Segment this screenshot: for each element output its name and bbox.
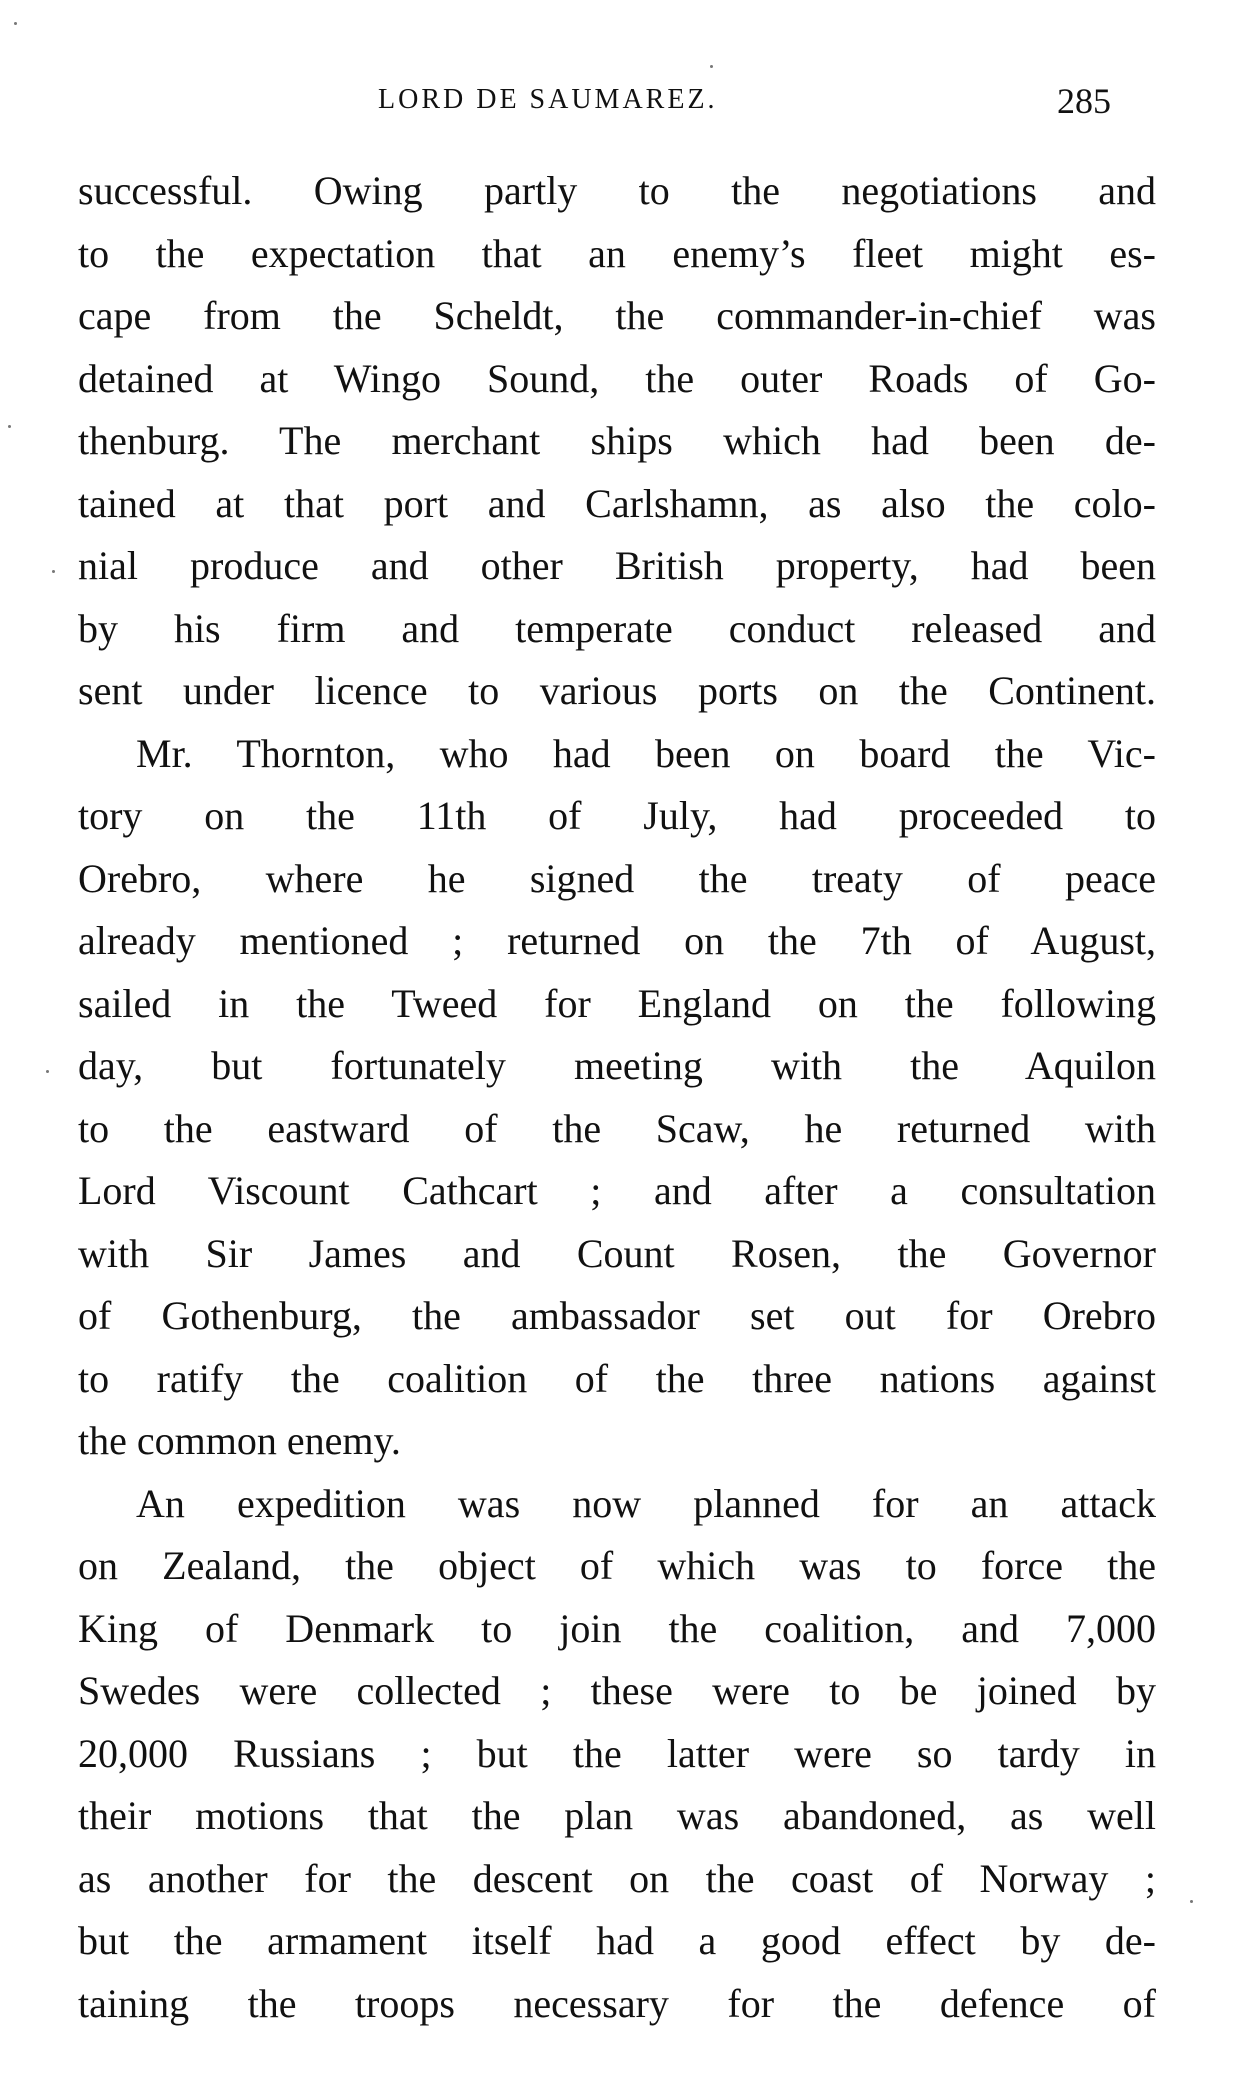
text-line: An expedition was now planned for an attack xyxy=(136,1480,1156,1526)
text-line: cape from the Scheldt, the commander-in-chief was xyxy=(78,293,1156,338)
text-line: successful. Owing partly to the negotiations and xyxy=(78,168,1156,213)
text-line: tained at that port and Carlshamn, as also the colo- xyxy=(78,480,1156,526)
text-line: day, but fortunately meeting with the Aquilon xyxy=(78,1043,1156,1088)
paper-speck xyxy=(1190,1900,1193,1903)
text-line: their motions that the plan was abandoned, as well xyxy=(78,1793,1156,1838)
text-line: detained at Wingo Sound, the outer Roads of Go- xyxy=(78,355,1156,401)
paper-speck xyxy=(46,1070,49,1073)
text-line: sailed in the Tweed for England on the following xyxy=(78,980,1156,1026)
paragraph-2 xyxy=(78,723,1156,1473)
text-line: already mentioned ; returned on the 7th of August, xyxy=(78,918,1156,963)
running-title: LORD DE SAUMAREZ. xyxy=(378,84,718,115)
text-line: sent under licence to various ports on the Continent. xyxy=(78,668,1156,713)
text-line: King of Denmark to join the coalition, and 7,000 xyxy=(78,1605,1156,1651)
text-line: Orebro, where he signed the treaty of peace xyxy=(78,855,1156,901)
text-line: Lord Viscount Cathcart ; and after a consultation xyxy=(78,1168,1156,1213)
text-line: Swedes were collected ; these were to be joined by xyxy=(78,1668,1156,1713)
text-line: the common enemy. xyxy=(78,1418,401,1463)
paragraph-3 xyxy=(78,1473,1156,2036)
paper-speck xyxy=(14,22,17,25)
text-line: of Gothenburg, the ambassador set out for Orebro xyxy=(78,1293,1156,1338)
text-line: to the expectation that an enemy’s fleet might es- xyxy=(78,230,1156,276)
paper-speck xyxy=(52,570,55,573)
text-line: Mr. Thornton, who had been on board the Vic- xyxy=(136,730,1156,776)
running-head xyxy=(0,81,1253,124)
text-line: but the armament itself had a good effect by de- xyxy=(78,1918,1156,1963)
text-line: to ratify the coalition of the three nations against xyxy=(78,1355,1156,1401)
paragraph-1 xyxy=(78,160,1156,723)
text-line: taining the troops necessary for the defence of xyxy=(78,1980,1156,2026)
text-line: thenburg. The merchant ships which had been de- xyxy=(78,418,1156,463)
page-number: 285 xyxy=(1057,81,1111,121)
text-line: with Sir James and Count Rosen, the Governor xyxy=(78,1230,1156,1276)
text-line: on Zealand, the object of which was to force the xyxy=(78,1543,1156,1588)
text-line: by his firm and temperate conduct released and xyxy=(78,605,1156,651)
text-line: nial produce and other British property, had been xyxy=(78,543,1156,588)
text-line: as another for the descent on the coast of Norway ; xyxy=(78,1855,1156,1901)
text-line: tory on the 11th of July, had proceeded to xyxy=(78,793,1156,838)
body-text xyxy=(78,160,1156,2035)
paper-speck xyxy=(8,425,11,428)
paper-speck xyxy=(710,65,713,68)
text-line: 20,000 Russians ; but the latter were so tardy in xyxy=(78,1730,1156,1776)
text-line: to the eastward of the Scaw, he returned with xyxy=(78,1105,1156,1151)
